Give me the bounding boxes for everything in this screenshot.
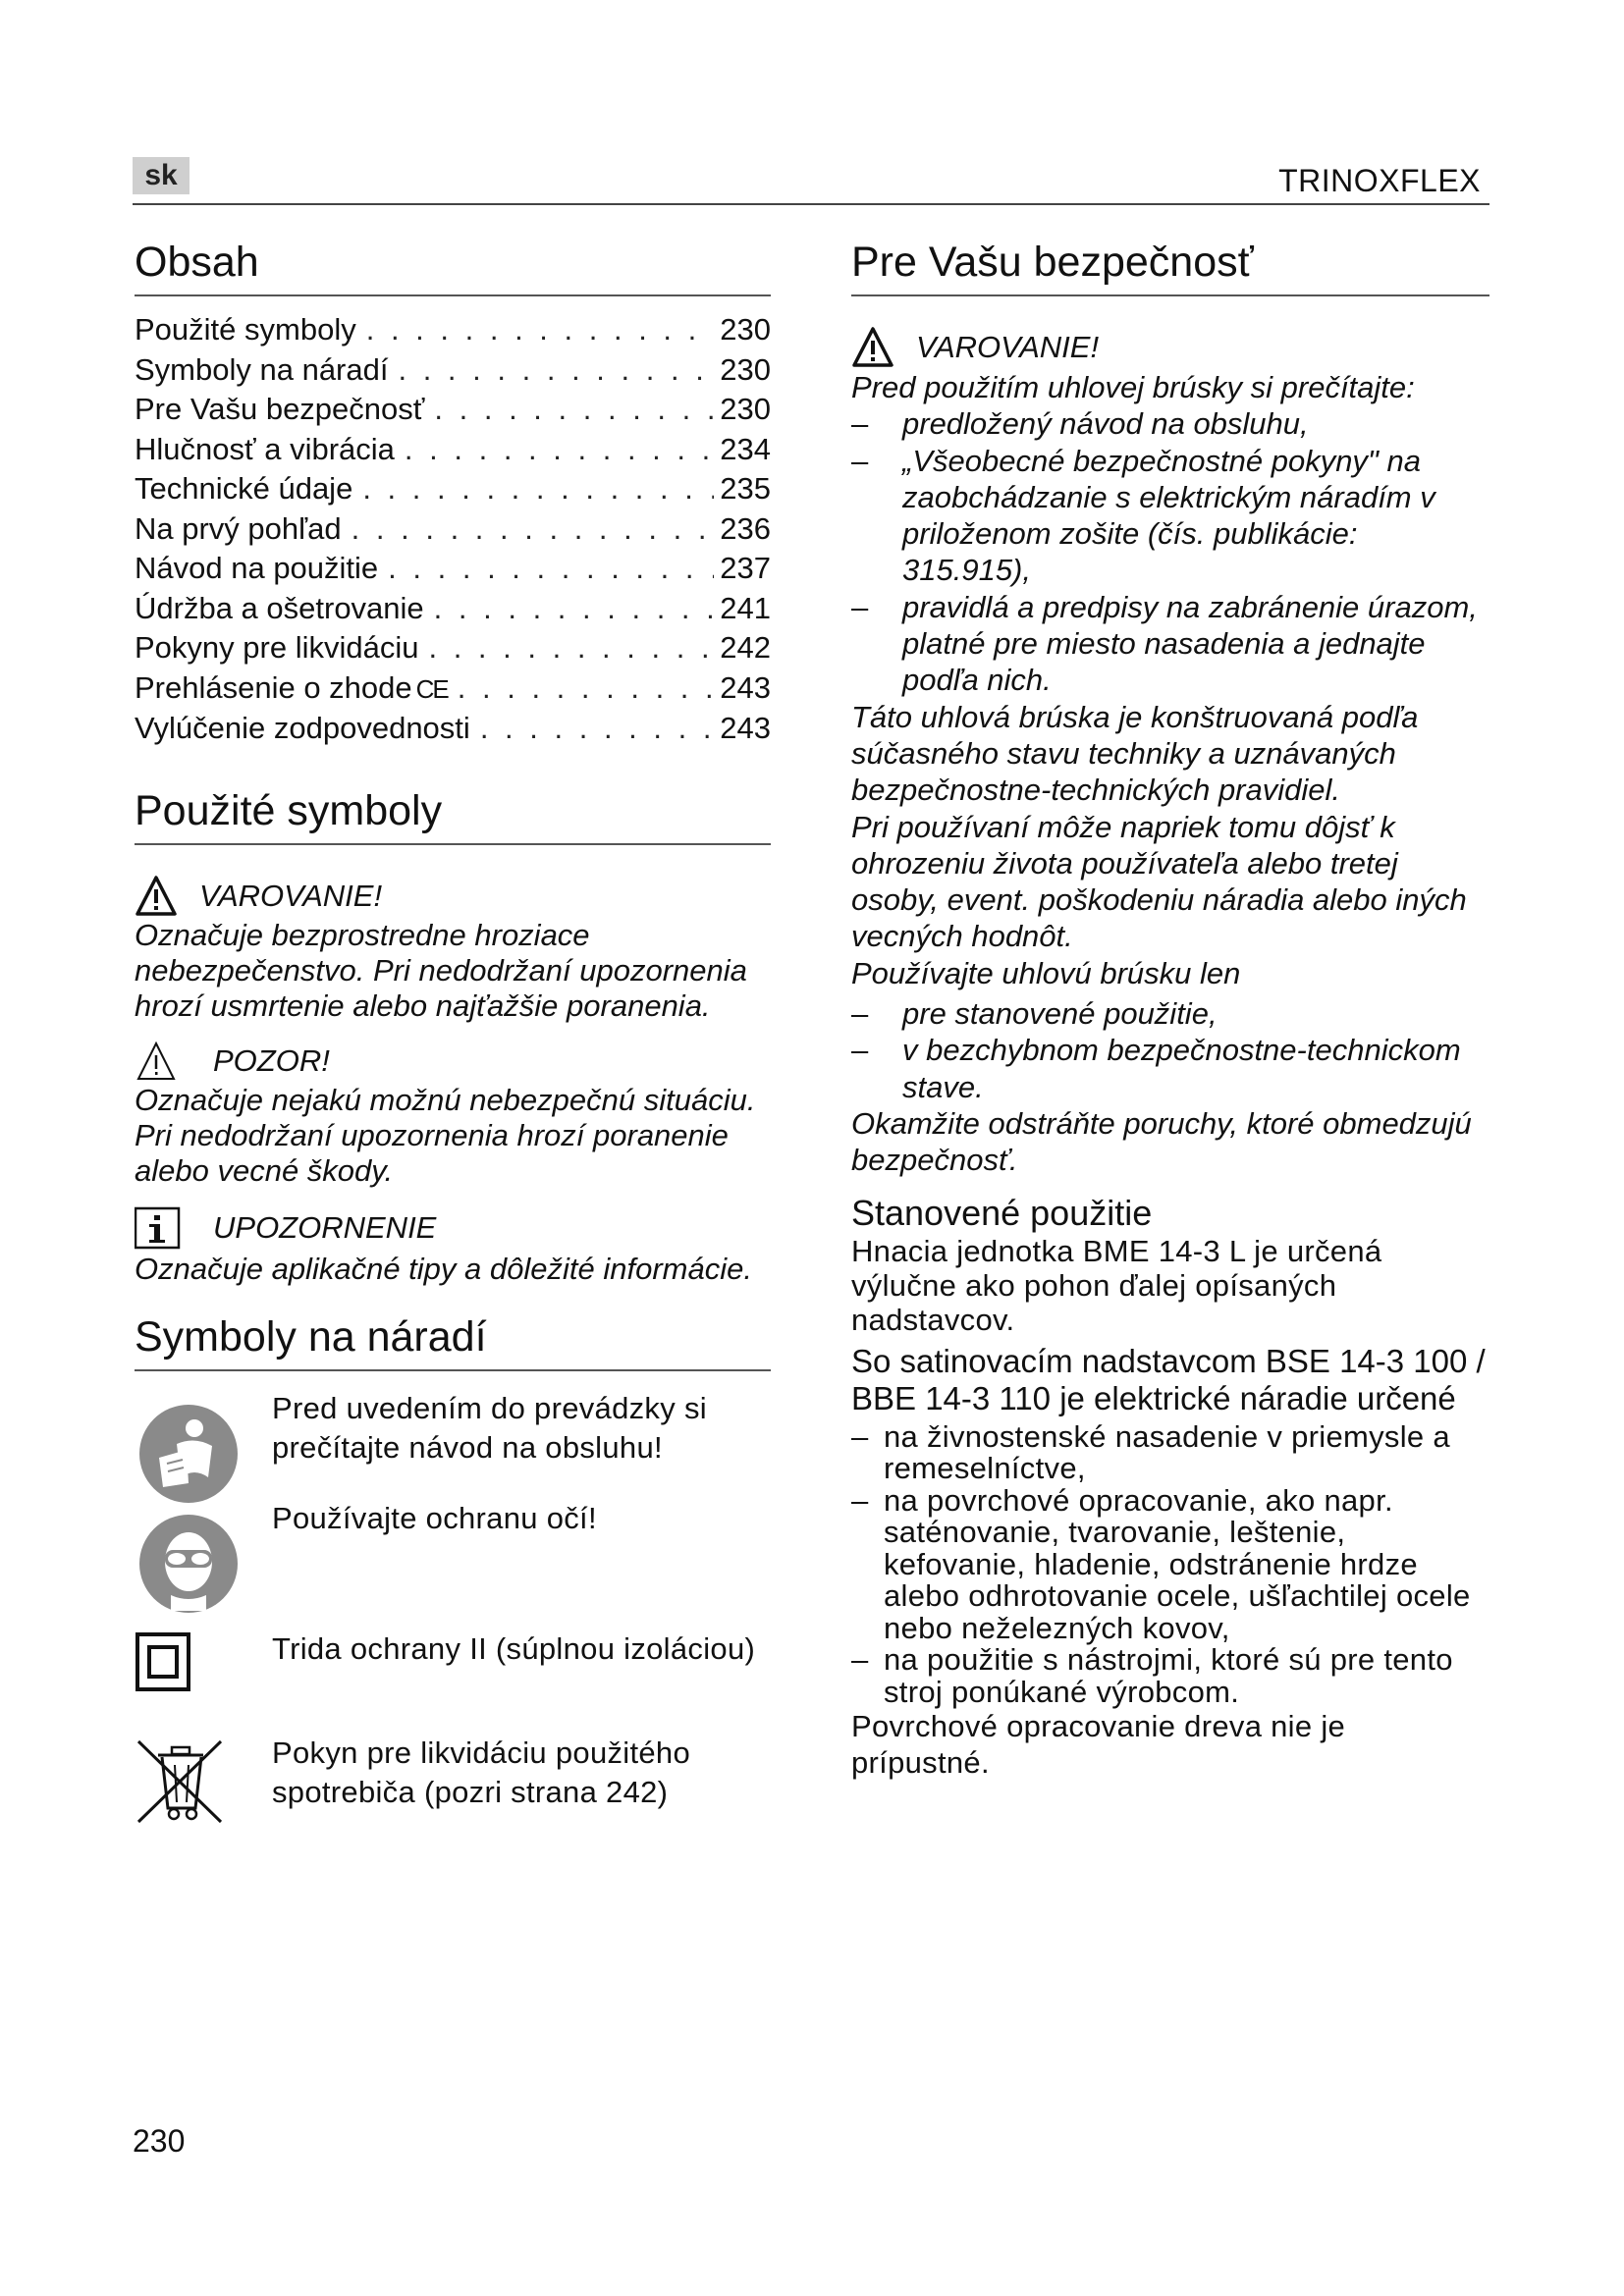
tool-symbols-list — [135, 1389, 771, 1842]
warning-triangle-icon — [135, 875, 193, 918]
intended-use-subtitle: So satinovacím nadstavcom BSE 14-3 100 / BBE 14-3 110 je elektrické náradie určené — [851, 1342, 1486, 1416]
toc-item[interactable]: Použité symboly . . . 230 — [135, 310, 771, 350]
use-list — [851, 995, 1489, 1105]
warning-triangle-icon — [851, 326, 910, 369]
warning-text: Označuje bezprostredne hroziace nebezpečenstvo. Pri nedodržaní upozornenia hrozí usmrtenie alebo najťažšie poranenia. — [135, 917, 747, 1023]
safety-warning-label: VAROVANIE! — [916, 330, 1100, 364]
toc-item[interactable]: Na prvý pohľad . . . 236 — [135, 509, 771, 550]
info-icon — [135, 1206, 193, 1250]
caution-triangle-icon — [135, 1040, 193, 1083]
intended-use-item: – na použitie s nástrojmi, ktoré sú pre tento stroj ponúkané výrobcom. — [851, 1644, 1489, 1708]
protection-class-ii-icon — [135, 1629, 193, 1694]
right-column — [851, 236, 1489, 1781]
caution-notice — [135, 1040, 771, 1189]
safety-intro: Pred použitím uhlovej brúsky si prečítajte: — [851, 370, 1415, 404]
tool-symbol-text: Trida ochrany II (súplnou izoláciou) — [272, 1630, 756, 1666]
tool-symbol-row — [135, 1389, 771, 1497]
toc-title: Obsah — [135, 236, 771, 296]
toc-item[interactable]: Hlučnosť a vibrácia . . . 234 — [135, 430, 771, 470]
safety-paragraph: Táto uhlová brúska je konštruovaná podľa súčasného stavu techniky a uznávaných bezpečnostne-technických pravidiel. — [851, 699, 1419, 808]
read-manual-icon — [137, 1403, 240, 1505]
brand-name: TRINOXFLEX — [1278, 163, 1481, 198]
read-list-item: – „Všeobecné bezpečnostné pokyny" na zaobchádzanie s elektrickým náradím v priloženom zošite (čís. publikácie: 315.915), — [851, 443, 1489, 589]
read-list-item: – predložený návod na obsluhu, — [851, 405, 1489, 442]
weee-disposal-icon — [135, 1734, 225, 1826]
tool-symbol-text: Používajte ochranu očí! — [272, 1500, 597, 1535]
tool-symbol-row — [135, 1629, 771, 1734]
note-text: Označuje aplikačné tipy a dôležité informácie. — [135, 1251, 752, 1286]
toc-item[interactable]: Návod na použitie . . . 237 — [135, 549, 771, 589]
toc-item[interactable]: Prehlásenie o zhode CE . . . 243 — [135, 668, 771, 710]
toc-item[interactable]: Symboly na náradí . . . 230 — [135, 350, 771, 391]
use-list-item: – v bezchybnom bezpečnostne-technickom stave. — [851, 1032, 1489, 1105]
note-notice — [135, 1206, 771, 1289]
toc-item[interactable]: Pokyny pre likvidáciu . . . 242 — [135, 628, 771, 668]
intended-use-item: – na živnostenské nasadenie v priemysle a remeselníctve, — [851, 1421, 1489, 1485]
caution-text: Označuje nejakú možnú nebezpečnú situáciu. Pri nedodržaní upozornenia hrozí poranenie alebo vecné škody. — [135, 1082, 756, 1188]
intended-use-title: Stanovené použitie — [851, 1192, 1153, 1233]
intended-use-item: – na povrchové opracovanie, ako napr. saténovanie, tvarovanie, leštenie, kefovanie, hladenie, odstránenie hrdze alebo odhrotovanie ocele, ušľachtilej ocele nebo neželezných kovov, — [851, 1485, 1489, 1645]
intended-use-list — [851, 1418, 1489, 1709]
caution-label: POZOR! — [213, 1042, 330, 1078]
safety-title: Pre Vašu bezpečnosť — [851, 236, 1489, 296]
eye-protection-icon — [137, 1513, 240, 1615]
toc-list — [135, 310, 771, 749]
ce-mark: CE — [415, 673, 448, 704]
toc-item[interactable]: Technické údaje . . . 235 — [135, 469, 771, 509]
safety-paragraph: Pri používaní môže napriek tomu dôjsť k ohrozeniu života používateľa alebo tretej osoby, event. poškodeniu náradia alebo iných vecných hodnôt. — [851, 809, 1467, 954]
language-badge: sk — [133, 157, 189, 194]
use-list-item: – pre stanovené použitie, — [851, 995, 1489, 1032]
toc-item[interactable]: Údržba a ošetrovanie . . . 241 — [135, 589, 771, 629]
safety-warning-head — [851, 326, 1489, 369]
header-rule — [133, 203, 1489, 205]
warning-notice — [135, 875, 771, 1024]
toc-item[interactable]: Pre Vašu bezpečnosť . . . 230 — [135, 390, 771, 430]
read-list-item: – pravidlá a predpisy na zabránenie úrazom, platné pre miesto nasadenia a jednajte podľa nich. — [851, 589, 1489, 699]
page-number: 230 — [133, 2123, 186, 2159]
safety-paragraph: Okamžite odstráňte poruchy, ktoré obmedzujú bezpečnosť. — [851, 1105, 1472, 1178]
warning-label: VAROVANIE! — [199, 878, 383, 913]
safety-paragraph: Používajte uhlovú brúsku len — [851, 955, 1241, 990]
symbols-title: Použité symboly — [135, 784, 771, 845]
left-column — [135, 236, 771, 1842]
tool-symbol-row — [135, 1734, 771, 1842]
tool-symbol-row — [135, 1499, 771, 1612]
intended-use-paragraph: Povrchové opracovanie dreva nie je prípustné. — [851, 1709, 1346, 1781]
intended-use-paragraph: Hnacia jednotka BME 14-3 L je určená výlučne ako pohon ďalej opísaných nadstavcov. — [851, 1233, 1382, 1337]
toc-item[interactable]: Vylúčenie zodpovednosti . . . 243 — [135, 709, 771, 749]
tool-symbol-text: Pokyn pre likvidáciu použitého spotrebiča (pozri strana 242) — [272, 1735, 691, 1809]
note-label: UPOZORNENIE — [213, 1209, 437, 1245]
read-list — [851, 405, 1489, 698]
tool-symbol-text: Pred uvedením do prevádzky si prečítajte návod na obsluhu! — [272, 1390, 707, 1465]
tool-symbols-title: Symboly na náradí — [135, 1310, 771, 1371]
